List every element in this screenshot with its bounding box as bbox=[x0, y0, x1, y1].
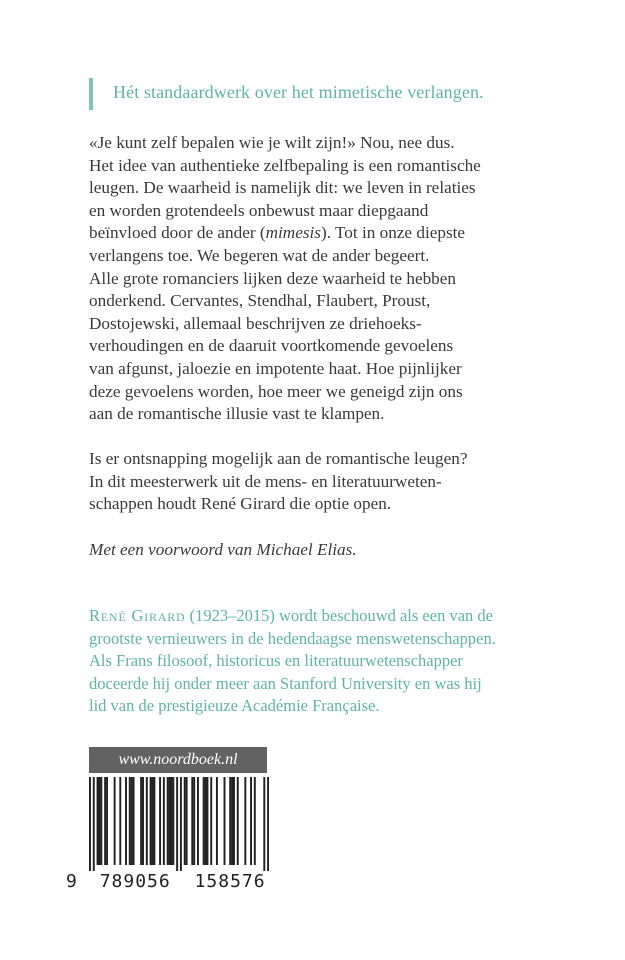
barcode-bar bbox=[205, 777, 207, 865]
barcode-bar bbox=[203, 777, 205, 865]
barcode-bar bbox=[169, 777, 171, 865]
barcode-bar bbox=[153, 777, 155, 865]
author-bio bbox=[89, 605, 529, 718]
description-line: verhoudingen en de daaruit voortkomende gevoelens bbox=[89, 336, 454, 356]
barcode-bar bbox=[186, 777, 188, 865]
isbn-group-1: 789056 bbox=[99, 871, 171, 892]
barcode-bar bbox=[267, 777, 269, 871]
foreword-line: Met een voorwoord van Michael Elias. bbox=[89, 540, 357, 559]
barcode-bar bbox=[206, 777, 208, 865]
barcode-bar bbox=[184, 777, 186, 865]
isbn-barcode bbox=[89, 777, 269, 871]
mimesis-term: mimesis bbox=[265, 223, 321, 243]
description-line bbox=[89, 222, 529, 245]
isbn-number bbox=[66, 871, 266, 892]
description-line: verlangens toe. We begeren wat de ander begeert. bbox=[89, 245, 430, 265]
barcode-bar bbox=[176, 777, 178, 871]
barcode-bar bbox=[216, 777, 218, 865]
description-line: In dit meesterwerk uit de mens- en literatuurweten- bbox=[89, 471, 442, 491]
barcode-bar bbox=[114, 777, 116, 865]
barcode-bar bbox=[244, 777, 246, 865]
barcode-bar bbox=[119, 777, 121, 865]
author-name: René Girard bbox=[89, 606, 186, 625]
barcode-bar bbox=[229, 777, 231, 865]
barcode-bar bbox=[100, 777, 102, 865]
publisher-url: www.noordboek.nl bbox=[118, 751, 238, 768]
barcode-bar bbox=[233, 777, 235, 865]
barcode-bar bbox=[159, 777, 161, 865]
description-line: aan de romantische illusie vast te klampen. bbox=[89, 404, 385, 424]
line-part: beïnvloed door de ander ( bbox=[89, 223, 266, 243]
barcode-bar bbox=[210, 777, 212, 865]
description-line: «Je kunt zelf bepalen wie je wilt zijn!» Nou, nee dus. bbox=[89, 133, 455, 152]
isbn-first-digit: 9 bbox=[66, 871, 78, 892]
barcode-bar bbox=[150, 777, 152, 865]
tagline: Hét standaardwerk over het mimetische verlangen. bbox=[113, 82, 484, 102]
description-paragraph-1 bbox=[89, 132, 529, 426]
description-line: Het idee van authentieke zelfbepaling is een romantische bbox=[89, 155, 481, 175]
description-line: onderkend. Cervantes, Stendhal, Flaubert, Proust, bbox=[89, 291, 431, 311]
barcode-bar bbox=[152, 777, 154, 865]
barcode-bar bbox=[146, 777, 148, 865]
barcode-bar bbox=[133, 777, 135, 865]
description-line: Dostojewski, allemaal beschrijven ze driehoeks- bbox=[89, 313, 422, 333]
author-bio-line: doceerde hij onder meer aan Stanford University en was hij bbox=[89, 673, 482, 693]
description-line: en worden grotendeels onbewust maar diepgaand bbox=[89, 200, 429, 220]
barcode-bar bbox=[98, 777, 100, 865]
barcode-bar bbox=[172, 777, 174, 865]
isbn-group-2: 158576 bbox=[194, 871, 266, 892]
barcode-bar bbox=[191, 777, 193, 865]
barcode-bar bbox=[89, 777, 91, 871]
barcode-bar bbox=[106, 777, 108, 865]
barcode-bar bbox=[193, 777, 195, 865]
description-line: leugen. De waarheid is namelijk dit: we leven in relaties bbox=[89, 178, 476, 198]
barcode-bar bbox=[197, 777, 199, 865]
author-bio-text: (1923–2015) wordt beschouwd als een van de bbox=[185, 606, 493, 625]
author-bio-line: lid van de prestigieuze Académie Française. bbox=[89, 696, 380, 716]
barcode-bar bbox=[167, 777, 169, 865]
author-bio-line bbox=[89, 605, 529, 628]
description-line: deze gevoelens worden, hoe meer we geneigd zijn ons bbox=[89, 381, 463, 401]
barcode-bar bbox=[180, 777, 182, 871]
barcode-bar bbox=[129, 777, 131, 865]
barcode-bar bbox=[131, 777, 133, 865]
publisher-url-box bbox=[89, 747, 267, 773]
tagline-accent-bar bbox=[89, 78, 93, 110]
barcode-bar bbox=[97, 777, 99, 865]
barcode-bar bbox=[163, 777, 165, 865]
barcode-bar bbox=[250, 777, 252, 865]
barcode-bar bbox=[142, 777, 144, 865]
author-bio-line: grootste vernieuwers in de hedendaagse menswetenschappen. bbox=[89, 628, 496, 648]
author-bio-line: Als Frans filosoof, historicus en literatuurwetenschapper bbox=[89, 651, 463, 671]
barcode-bar bbox=[224, 777, 226, 865]
barcode-bar bbox=[140, 777, 142, 865]
description-line: schappen houdt René Girard die optie open. bbox=[89, 494, 392, 514]
description-line: Alle grote romanciers lijken deze waarheid te hebben bbox=[89, 268, 456, 288]
description-paragraph-2 bbox=[89, 448, 529, 516]
barcode-bar bbox=[125, 777, 127, 865]
barcode-bar bbox=[254, 777, 256, 865]
description-line: Is er ontsnapping mogelijk aan de romantische leugen? bbox=[89, 449, 468, 468]
barcode-bar bbox=[93, 777, 95, 871]
barcode-bar bbox=[231, 777, 233, 865]
line-part: ). Tot in onze diepste bbox=[320, 223, 466, 243]
barcode-bar bbox=[170, 777, 172, 865]
barcode-bar bbox=[237, 777, 239, 865]
barcode-bar bbox=[104, 777, 106, 865]
barcode-bar bbox=[263, 777, 265, 871]
foreword-credit bbox=[89, 539, 529, 562]
description-line: van afgunst, jaloezie en impotente haat. Hoe pijnlijker bbox=[89, 358, 462, 378]
